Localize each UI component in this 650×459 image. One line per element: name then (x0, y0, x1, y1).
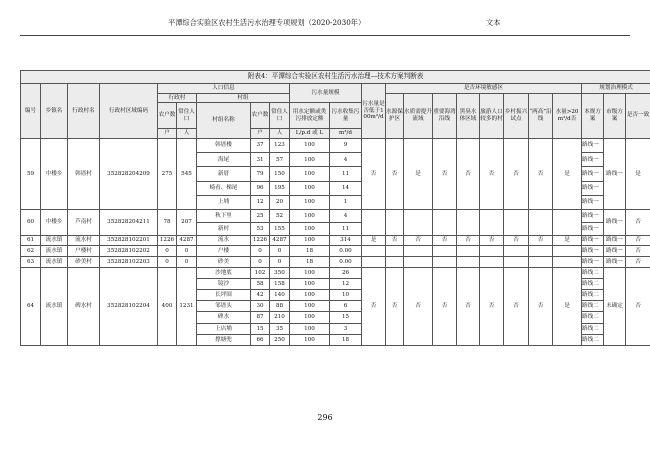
consistent-flag: 否 (626, 236, 650, 246)
village-town: 流水镇 (41, 267, 68, 345)
plan-scheme: 路线一 (604, 138, 626, 209)
tourism-flag (480, 256, 504, 267)
group-name: 砂美 (197, 256, 251, 267)
group-households: 58 (251, 278, 270, 289)
table-container (20, 70, 650, 346)
large-flag: 是 (553, 236, 582, 246)
col-plan-scheme: 市级方案 (604, 93, 626, 138)
group-name: 户楼 (197, 246, 251, 257)
water-lift-flag (404, 256, 433, 267)
group-scheme: 路线一 (582, 256, 604, 267)
village-town: 中楼乡 (41, 210, 68, 236)
group-residents: 140 (270, 290, 290, 301)
group-scheme: 路线一 (582, 236, 604, 246)
group-water-quota: 100 (290, 301, 330, 312)
table-row (21, 138, 650, 152)
consistent-flag: 否 (626, 246, 650, 257)
table-body (21, 138, 650, 345)
group-sewage-volume: 0.00 (330, 246, 362, 257)
unit-households: 户 (158, 129, 177, 139)
village-town: 中楼乡 (41, 138, 68, 209)
sewage-small-flag (362, 256, 386, 267)
black-odor-flag: 否 (457, 267, 480, 345)
tourism-flag (480, 246, 504, 257)
table-row (21, 246, 650, 257)
black-odor-flag: 否 (457, 236, 480, 246)
village-seq: 63 (21, 256, 41, 267)
large-flag: 是 (553, 267, 582, 345)
col-two-high: “两高”沿线 (529, 93, 553, 138)
group-scheme: 路线二 (582, 290, 604, 301)
group-households: 25 (251, 210, 270, 223)
tourism-flag: 否 (480, 267, 504, 345)
col-rural-demo: 乡村振兴试点 (504, 93, 529, 138)
village-households: 78 (158, 210, 177, 236)
col-group-residents: 常住人口 (270, 103, 290, 129)
col-consistent: 是否一致 (626, 93, 650, 138)
table-caption: 附表4：平潭综合实验区农村生活污水治理—技术方案判断表 (21, 71, 650, 84)
col-households: 农户数 (158, 103, 177, 129)
document-title: 平潭综合实验区农村生活污水治理专项规划（2020-2030年） (168, 18, 366, 27)
group-sewage-volume: 10 (330, 290, 362, 301)
group-households: 0 (251, 246, 270, 257)
black-odor-flag (457, 246, 480, 257)
rural-demo-flag (504, 246, 529, 257)
group-residents: 0 (270, 246, 290, 257)
key-coast-flag (433, 256, 457, 267)
village-code: 352828102202 (100, 246, 158, 257)
col-water-quota: 用水定额或类污排放定额 (290, 103, 330, 129)
group-residents: 4287 (270, 236, 290, 246)
consistent-flag: 否 (626, 267, 650, 345)
group-water-quota: 100 (290, 223, 330, 236)
group-sewage-volume: 14 (330, 181, 362, 195)
running-header (0, 18, 650, 32)
col-large: 水量>20m³/d否 (553, 93, 582, 138)
village-households: 0 (158, 246, 177, 257)
large-flag (553, 256, 582, 267)
group-households: 42 (251, 290, 270, 301)
group-residents: 52 (270, 210, 290, 223)
rural-demo-flag: 否 (504, 236, 529, 246)
group-name: 邹厝头 (197, 301, 251, 312)
group-sewage-volume: 12 (330, 278, 362, 289)
sub-group: 村组 (197, 93, 290, 103)
village-town: 流水镇 (41, 236, 68, 246)
water-lift-flag: 否 (404, 236, 433, 246)
group-pop-info: 人口信息 (158, 84, 290, 94)
col-key-coast: 重要海湾沿线 (433, 93, 457, 138)
black-odor-flag (457, 210, 480, 236)
tourism-flag (480, 210, 504, 236)
village-households: 0 (158, 256, 177, 267)
consistent-flag: 否 (626, 210, 650, 236)
group-sewage-volume: 6 (330, 301, 362, 312)
group-scheme: 路线一 (582, 153, 604, 167)
group-water-quota: 100 (290, 181, 330, 195)
village-residents: 207 (177, 210, 197, 236)
group-households: 87 (251, 312, 270, 323)
group-households: 66 (251, 334, 270, 345)
village-residents: 0 (177, 256, 197, 267)
group-name: 海尾 (197, 153, 251, 167)
water-lift-flag (404, 210, 433, 236)
unit-residents: 人 (177, 129, 197, 139)
group-households: 96 (251, 181, 270, 195)
water-prot-flag: 否 (386, 236, 404, 246)
col-tourism: 旅游人口较多的村 (480, 93, 504, 138)
table-row (21, 236, 650, 246)
group-sewage-volume: 0.00 (330, 256, 362, 267)
sewage-small-flag: 是 (362, 236, 386, 246)
group-sewage-volume: 26 (330, 267, 362, 278)
group-scheme: 路线一 (582, 138, 604, 152)
plan-scheme: 路线一 (604, 236, 626, 246)
key-coast-flag (433, 210, 457, 236)
water-prot-flag (386, 256, 404, 267)
group-residents: 158 (270, 278, 290, 289)
water-lift-flag (404, 246, 433, 257)
sewage-small-flag (362, 210, 386, 236)
col-residents: 常住人口 (177, 103, 197, 129)
group-scheme: 路线二 (582, 312, 604, 323)
village-code: 352828102201 (100, 236, 158, 246)
table-row (21, 267, 650, 278)
group-water-quota: 18 (290, 256, 330, 267)
group-residents: 20 (270, 195, 290, 209)
rural-demo-flag (504, 256, 529, 267)
group-water-quota: 100 (290, 138, 330, 152)
group-name: 崎看、梯尾 (197, 181, 251, 195)
village-town: 流水镇 (41, 246, 68, 257)
two-high-flag (529, 210, 553, 236)
group-name: 韩厝楼 (197, 138, 251, 152)
village-residents: 4287 (177, 236, 197, 246)
two-high-flag: 否 (529, 267, 553, 345)
group-households: 31 (251, 153, 270, 167)
rural-demo-flag: 否 (504, 138, 529, 209)
col-this-scheme: 本规方案 (582, 93, 604, 138)
sewage-small-flag (362, 246, 386, 257)
village-code: 352828204211 (100, 210, 158, 236)
key-coast-flag: 否 (433, 267, 457, 345)
group-scheme: 路线一 (582, 181, 604, 195)
col-group-name: 村组名称 (197, 103, 251, 139)
group-name: 碑水 (197, 312, 251, 323)
col-group-households: 农户数 (251, 103, 270, 129)
plan-scheme: 未确定 (604, 267, 626, 345)
group-name: 镜沙 (197, 278, 251, 289)
rural-demo-flag: 否 (504, 267, 529, 345)
plan-scheme: 路线一 (604, 210, 626, 236)
group-residents: 57 (270, 153, 290, 167)
group-water-quota: 100 (290, 195, 330, 209)
group-residents: 210 (270, 312, 290, 323)
village-name: 户楼村 (68, 246, 100, 257)
group-water-quota: 100 (290, 312, 330, 323)
group-scheme: 路线二 (582, 301, 604, 312)
consistent-flag: 是 (626, 138, 650, 209)
group-households: 30 (251, 301, 270, 312)
group-scheme: 路线二 (582, 334, 604, 345)
village-residents: 0 (177, 246, 197, 257)
group-sewage-volume: 9 (330, 138, 362, 152)
plan-scheme: 路线一 (604, 256, 626, 267)
group-sewage-volume: 3 (330, 323, 362, 334)
group-households: 0 (251, 256, 270, 267)
judgement-table (20, 70, 650, 346)
group-scheme: 路线一 (582, 246, 604, 257)
group-water-quota: 100 (290, 290, 330, 301)
village-name: 砂美村 (68, 256, 100, 267)
large-flag (553, 210, 582, 236)
water-prot-flag (386, 210, 404, 236)
large-flag: 是 (553, 138, 582, 209)
col-seq: 编号 (21, 84, 41, 139)
group-sewage-std: 污水量规模 (290, 84, 362, 103)
tourism-flag: 否 (480, 138, 504, 209)
unit-volume: m³/d (330, 129, 362, 139)
group-residents: 150 (270, 167, 290, 181)
rural-demo-flag (504, 210, 529, 236)
col-town: 乡镇名 (41, 84, 68, 139)
group-households: 79 (251, 167, 270, 181)
col-sewage-small: 污水量是否低于100m³/d (362, 84, 386, 139)
key-coast-flag: 否 (433, 236, 457, 246)
group-sewage-volume: 11 (330, 167, 362, 181)
group-sewage-volume: 4 (330, 153, 362, 167)
village-seq: 59 (21, 138, 41, 209)
village-name: 流水村 (68, 236, 100, 246)
group-households: 102 (251, 267, 270, 278)
key-coast-flag (433, 246, 457, 257)
group-name: 流水 (197, 236, 251, 246)
group-scheme: 路线二 (582, 267, 604, 278)
village-households: 275 (158, 138, 177, 209)
header-right-label: 文本 (486, 18, 501, 27)
col-village: 行政村名 (68, 84, 100, 139)
sewage-small-flag: 否 (362, 267, 386, 345)
group-name: 新村 (197, 223, 251, 236)
group-water-quota: 100 (290, 323, 330, 334)
group-sensitive: 是否环境敏感区 (386, 84, 582, 94)
large-flag (553, 246, 582, 257)
unit-quota: L/p.d 或 L (290, 129, 330, 139)
sewage-small-flag: 否 (362, 138, 386, 209)
group-residents: 0 (270, 256, 290, 267)
group-sewage-volume: 4 (330, 210, 362, 223)
village-residents: 1231 (177, 267, 197, 345)
village-seq: 61 (21, 236, 41, 246)
table-row (21, 210, 650, 223)
group-scheme: 路线一 (582, 195, 604, 209)
col-water-lift: 水质需提升流域 (404, 93, 433, 138)
water-lift-flag: 否 (404, 267, 433, 345)
group-sewage-volume: 18 (330, 334, 362, 345)
col-sewage-volume: 污水收集污量 (330, 103, 362, 129)
water-lift-flag: 是 (404, 138, 433, 209)
unit-group-households: 户 (251, 129, 270, 139)
group-name: 上店埔 (197, 323, 251, 334)
group-scheme: 路线二 (582, 323, 604, 334)
group-water-quota: 100 (290, 167, 330, 181)
page-number: 296 (317, 413, 333, 422)
consistent-flag: 否 (626, 256, 650, 267)
group-water-quota: 18 (290, 246, 330, 257)
black-odor-flag (457, 256, 480, 267)
group-water-quota: 100 (290, 334, 330, 345)
water-prot-flag: 否 (386, 138, 404, 209)
group-water-quota: 100 (290, 278, 330, 289)
group-residents: 195 (270, 181, 290, 195)
water-prot-flag (386, 246, 404, 257)
two-high-flag: 否 (529, 138, 553, 209)
group-name: 上埔 (197, 195, 251, 209)
col-water-prot: 水源保护区 (386, 93, 404, 138)
group-households: 53 (251, 223, 270, 236)
two-high-flag (529, 256, 553, 267)
group-residents: 155 (270, 223, 290, 236)
black-odor-flag: 否 (457, 138, 480, 209)
two-high-flag: 否 (529, 236, 553, 246)
group-residents: 35 (270, 323, 290, 334)
village-code: 352828102203 (100, 256, 158, 267)
group-sewage-volume: 314 (330, 236, 362, 246)
group-water-quota: 100 (290, 210, 330, 223)
col-code: 行政村区域编码 (100, 84, 158, 139)
two-high-flag (529, 246, 553, 257)
village-town: 流水镇 (41, 256, 68, 267)
group-water-quota: 100 (290, 236, 330, 246)
village-name: 芦南村 (68, 210, 100, 236)
group-scheme: 路线一 (582, 223, 604, 236)
group-residents: 123 (270, 138, 290, 152)
header-rule (20, 35, 630, 36)
group-households: 37 (251, 138, 270, 152)
village-households: 400 (158, 267, 177, 345)
village-seq: 62 (21, 246, 41, 257)
village-name: 碑水村 (68, 267, 100, 345)
village-residents: 545 (177, 138, 197, 209)
village-code: 352828102204 (100, 267, 158, 345)
sub-admin-village: 行政村 (158, 93, 197, 103)
group-sewage-volume: 1 (330, 195, 362, 209)
group-name: 长坪围 (197, 290, 251, 301)
group-scheme: 路线二 (582, 278, 604, 289)
group-scheme: 路线一 (582, 210, 604, 223)
table-row (21, 256, 650, 267)
group-name: 新厝 (197, 167, 251, 181)
col-black-odor: 黑臭水体区域 (457, 93, 480, 138)
water-prot-flag: 否 (386, 267, 404, 345)
group-sewage-volume: 15 (330, 312, 362, 323)
group-residents: 88 (270, 301, 290, 312)
village-code: 352828204209 (100, 138, 158, 209)
village-seq: 60 (21, 210, 41, 236)
group-water-quota: 100 (290, 153, 330, 167)
group-name: 撑塘兜 (197, 334, 251, 345)
plan-scheme: 路线一 (604, 246, 626, 257)
group-name: 秋下里 (197, 210, 251, 223)
village-households: 1226 (158, 236, 177, 246)
group-scheme: 路线一 (582, 167, 604, 181)
group-scheme: 规划治理模式 (582, 84, 650, 94)
village-seq: 64 (21, 267, 41, 345)
group-residents: 250 (270, 334, 290, 345)
group-households: 1226 (251, 236, 270, 246)
group-sewage-volume: 11 (330, 223, 362, 236)
group-households: 15 (251, 323, 270, 334)
group-residents: 350 (270, 267, 290, 278)
key-coast-flag: 否 (433, 138, 457, 209)
group-name: 沙地底 (197, 267, 251, 278)
village-name: 韩厝村 (68, 138, 100, 209)
tourism-flag: 否 (480, 236, 504, 246)
group-water-quota: 100 (290, 267, 330, 278)
unit-group-residents: 人 (270, 129, 290, 139)
group-households: 12 (251, 195, 270, 209)
